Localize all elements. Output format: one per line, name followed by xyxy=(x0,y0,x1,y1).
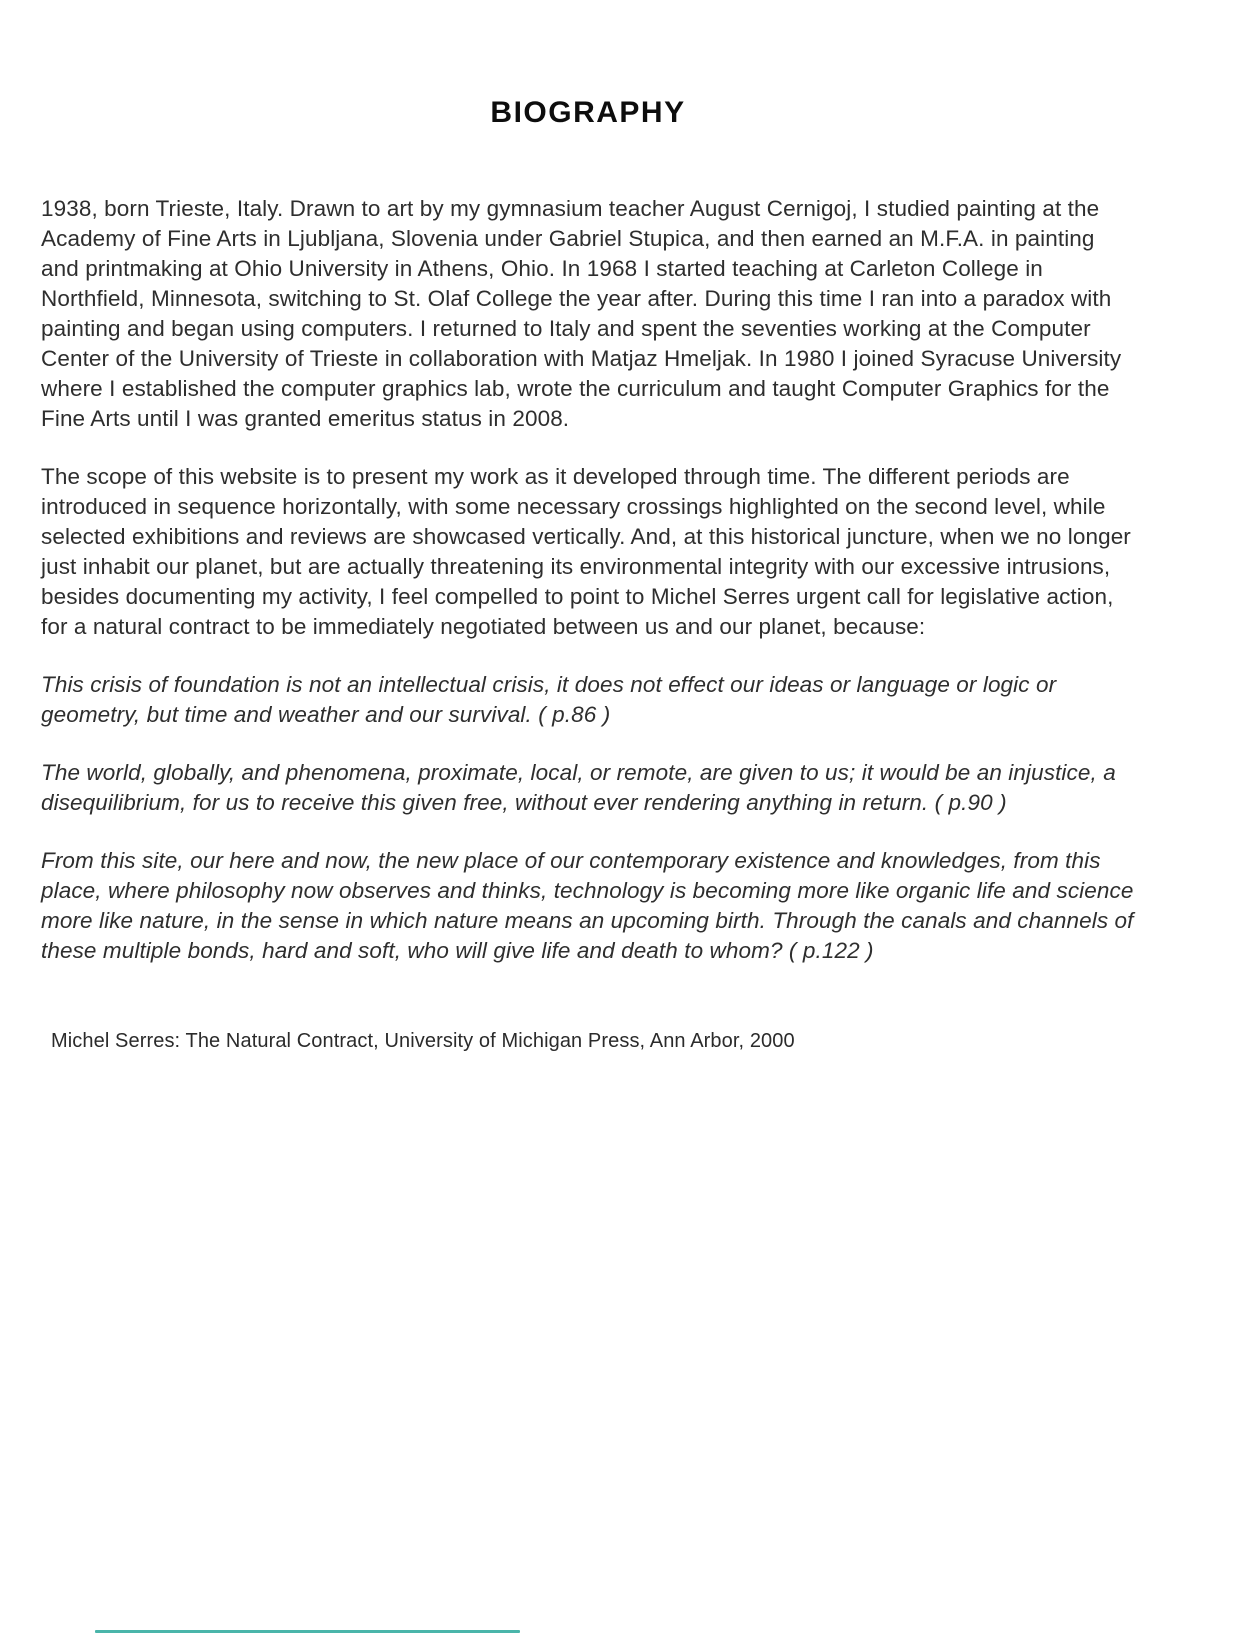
bio-paragraph: 1938, born Trieste, Italy. Drawn to art by my gymnasium teacher August Cernigoj, I studied painting at the Academy of Fine Arts in Ljubljana, Slovenia under Gabriel Stupica, and then earned an M.F.A. in painting and printmaking at Ohio University in Athens, Ohio. In 1968 I started teaching at Carleton College in Northfield, Minnesota, switching to St. Olaf College the year after. During this time I ran into a paradox with painting and began using computers. I returned to Italy and spent the seventies working at the Computer Center of the University of Trieste in collaboration with Matjaz Hmeljak. In 1980 I joined Syracuse University where I established the computer graphics lab, wrote the curriculum and taught Computer Graphics for the Fine Arts until I was granted emeritus status in 2008. xyxy=(41,196,1122,431)
book-citation: Michel Serres: The Natural Contract, University of Michigan Press, Ann Arbor, 2000 xyxy=(51,1030,795,1052)
serres-quote-2: The world, globally, and phenomena, proximate, local, or remote, are given to us; it would be an injustice, a disequilibrium, for us to receive this given free, without ever rendering anything in return. ( p.90 ) xyxy=(41,760,1116,815)
website-scope-paragraph: The scope of this website is to present my work as it developed through time. The different periods are introduced in sequence horizontally, with some necessary crossings highlighted on the second level, while selected exhibitions and reviews are showcased vertically. And, at this historical juncture, when we no longer just inhabit our planet, but are actually threatening its environmental integrity with our excessive intrusions, besides documenting my activity, I feel compelled to point to Michel Serres urgent call for legislative action, for a natural contract to be immediately negotiated between us and our planet, because: xyxy=(41,464,1131,639)
page-content xyxy=(41,194,1137,1082)
serres-quote-1: This crisis of foundation is not an intellectual crisis, it does not effect our ideas or language or logic or geometry, but time and weather and our survival. ( p.86 ) xyxy=(41,672,1057,727)
serres-quote-3: From this site, our here and now, the new place of our contemporary existence and knowledges, from this place, where philosophy now observes and thinks, technology is becoming more like organic life and science more like nature, in the sense in which nature means an upcoming birth. Through the canals and channels of these multiple bonds, hard and soft, who will give life and death to whom? ( p.122 ) xyxy=(41,848,1134,963)
page-title: BIOGRAPHY xyxy=(490,96,686,129)
bottom-accent-line xyxy=(95,1630,520,1633)
